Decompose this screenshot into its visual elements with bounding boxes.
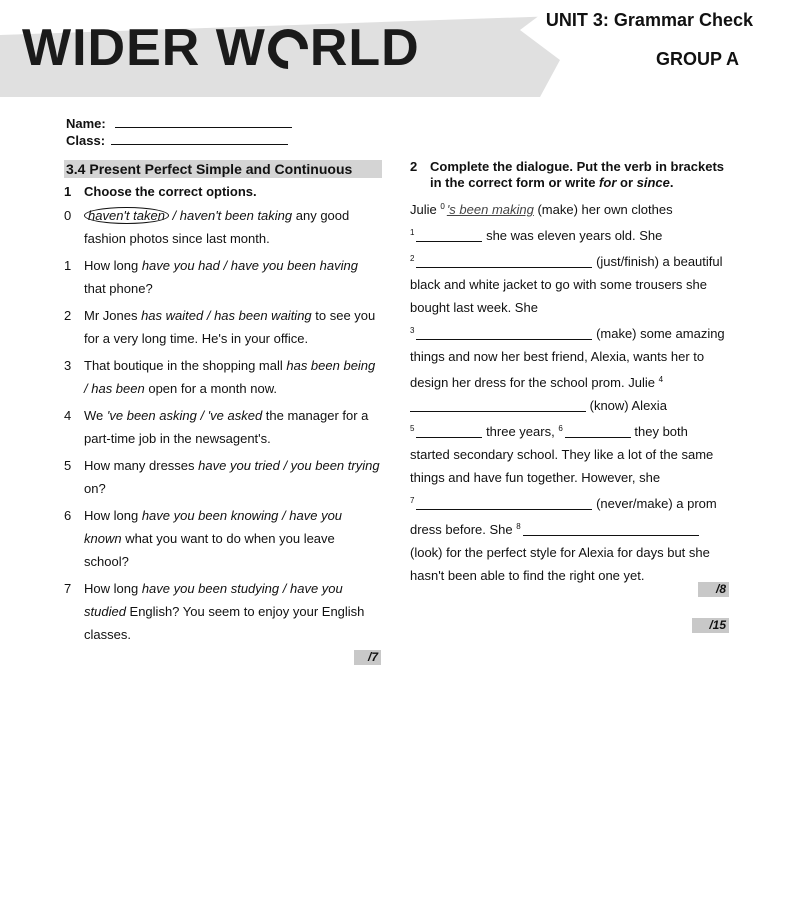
option-a[interactable]: haven't taken [84, 207, 169, 224]
exercise-1-heading: 1 Choose the correct options. [64, 184, 257, 199]
option-a[interactable]: have you had [141, 258, 220, 273]
option-a[interactable]: have you been studying [141, 581, 280, 596]
gap-2[interactable] [416, 254, 592, 268]
gap-5[interactable] [416, 424, 482, 438]
name-label: Name: [66, 116, 106, 131]
logo-o-icon [260, 21, 317, 78]
option-b[interactable]: has been [91, 381, 145, 396]
exercise-1-item-0: 0 haven't taken / haven't been taking any good fashion photos since last month. [64, 208, 350, 246]
exercise-1-score: /7 [354, 650, 381, 665]
exercise-1-item-4: 4 We 've been asking / 've asked the manager for a part-time job in the newsagent's. [64, 408, 369, 446]
option-b[interactable]: have you known [84, 508, 343, 546]
wider-world-logo: WIDER W RLD [22, 19, 420, 77]
exercise-1-list [64, 204, 382, 646]
dialogue-text: Julie $^0$ 's been making (make) her own clothes $^1$ she was eleven years old. She $^2$ (just/finish) a beautiful black and white jacket to go with some trousers she bought last week. She $^3$ (make) some amazing things and now her best friend, Alexia, wants her to design her dress for the school prom. Julie $^4$ (know) Alexia $^5$ three years, $^6$ they both started secondary school. They like a lot of the same things and have fun together. However, she $^7$ (never/make) a prom dress before. She $^8$ (look) for the perfect style for Alexia for days but she hasn't been able to find the right one yet. [410, 202, 725, 583]
class-field[interactable] [111, 132, 288, 145]
option-b[interactable]: has been waiting [214, 308, 312, 323]
total-score: /15 [692, 618, 729, 633]
exercise-1-item-5: 5 How many dresses have you tried / you been trying on? [64, 458, 380, 496]
exercise-1-item-2: 2 Mr Jones has waited / has been waiting to see you for a very long time. He's in your office. [64, 308, 376, 346]
gap-3[interactable] [416, 326, 592, 340]
option-b[interactable]: 've asked [207, 408, 263, 423]
option-a[interactable]: has been being [286, 358, 376, 373]
left-column [64, 160, 382, 650]
option-a[interactable]: have you been knowing [141, 508, 279, 523]
option-b[interactable]: have you been having [230, 258, 358, 273]
example-answer: 's been making [446, 202, 534, 217]
right-column [410, 159, 730, 587]
unit-title: UNIT 3: Grammar Check [545, 10, 753, 30]
name-field[interactable] [115, 115, 292, 128]
student-info [66, 115, 292, 149]
gap-4[interactable] [410, 398, 586, 412]
group-label: GROUP A [655, 49, 739, 69]
gap-8[interactable] [523, 522, 699, 536]
option-a[interactable]: 've been asking [106, 408, 197, 423]
option-a[interactable]: has waited [141, 308, 204, 323]
exercise-1-item-3: 3 That boutique in the shopping mall has been being / has been open for a month now. [64, 358, 376, 396]
option-b[interactable]: haven't been taking [179, 208, 293, 223]
option-b[interactable]: have you studied [84, 581, 343, 619]
section-title: 3.4 Present Perfect Simple and Continuous [64, 160, 382, 178]
gap-1[interactable] [416, 228, 482, 242]
exercise-1-item-6: 6 How long have you been knowing / have you known what you want to do when you leave school? [64, 508, 343, 569]
gap-7[interactable] [416, 496, 592, 510]
class-label: Class: [66, 133, 106, 148]
option-a[interactable]: have you tried [198, 458, 280, 473]
exercise-2-score: /8 [698, 582, 729, 597]
exercise-1-item-7: 7 How long have you been studying / have you studied English? You seem to enjoy your English classes. [64, 581, 365, 642]
option-b[interactable]: you been trying [290, 458, 380, 473]
exercise-2-heading: 2 Complete the dialogue. Put the verb in brackets in the correct form or write for or since. [410, 159, 725, 190]
gap-6[interactable] [565, 424, 631, 438]
exercise-1-item-1: 1 How long have you had / have you been having that phone? [64, 258, 358, 296]
